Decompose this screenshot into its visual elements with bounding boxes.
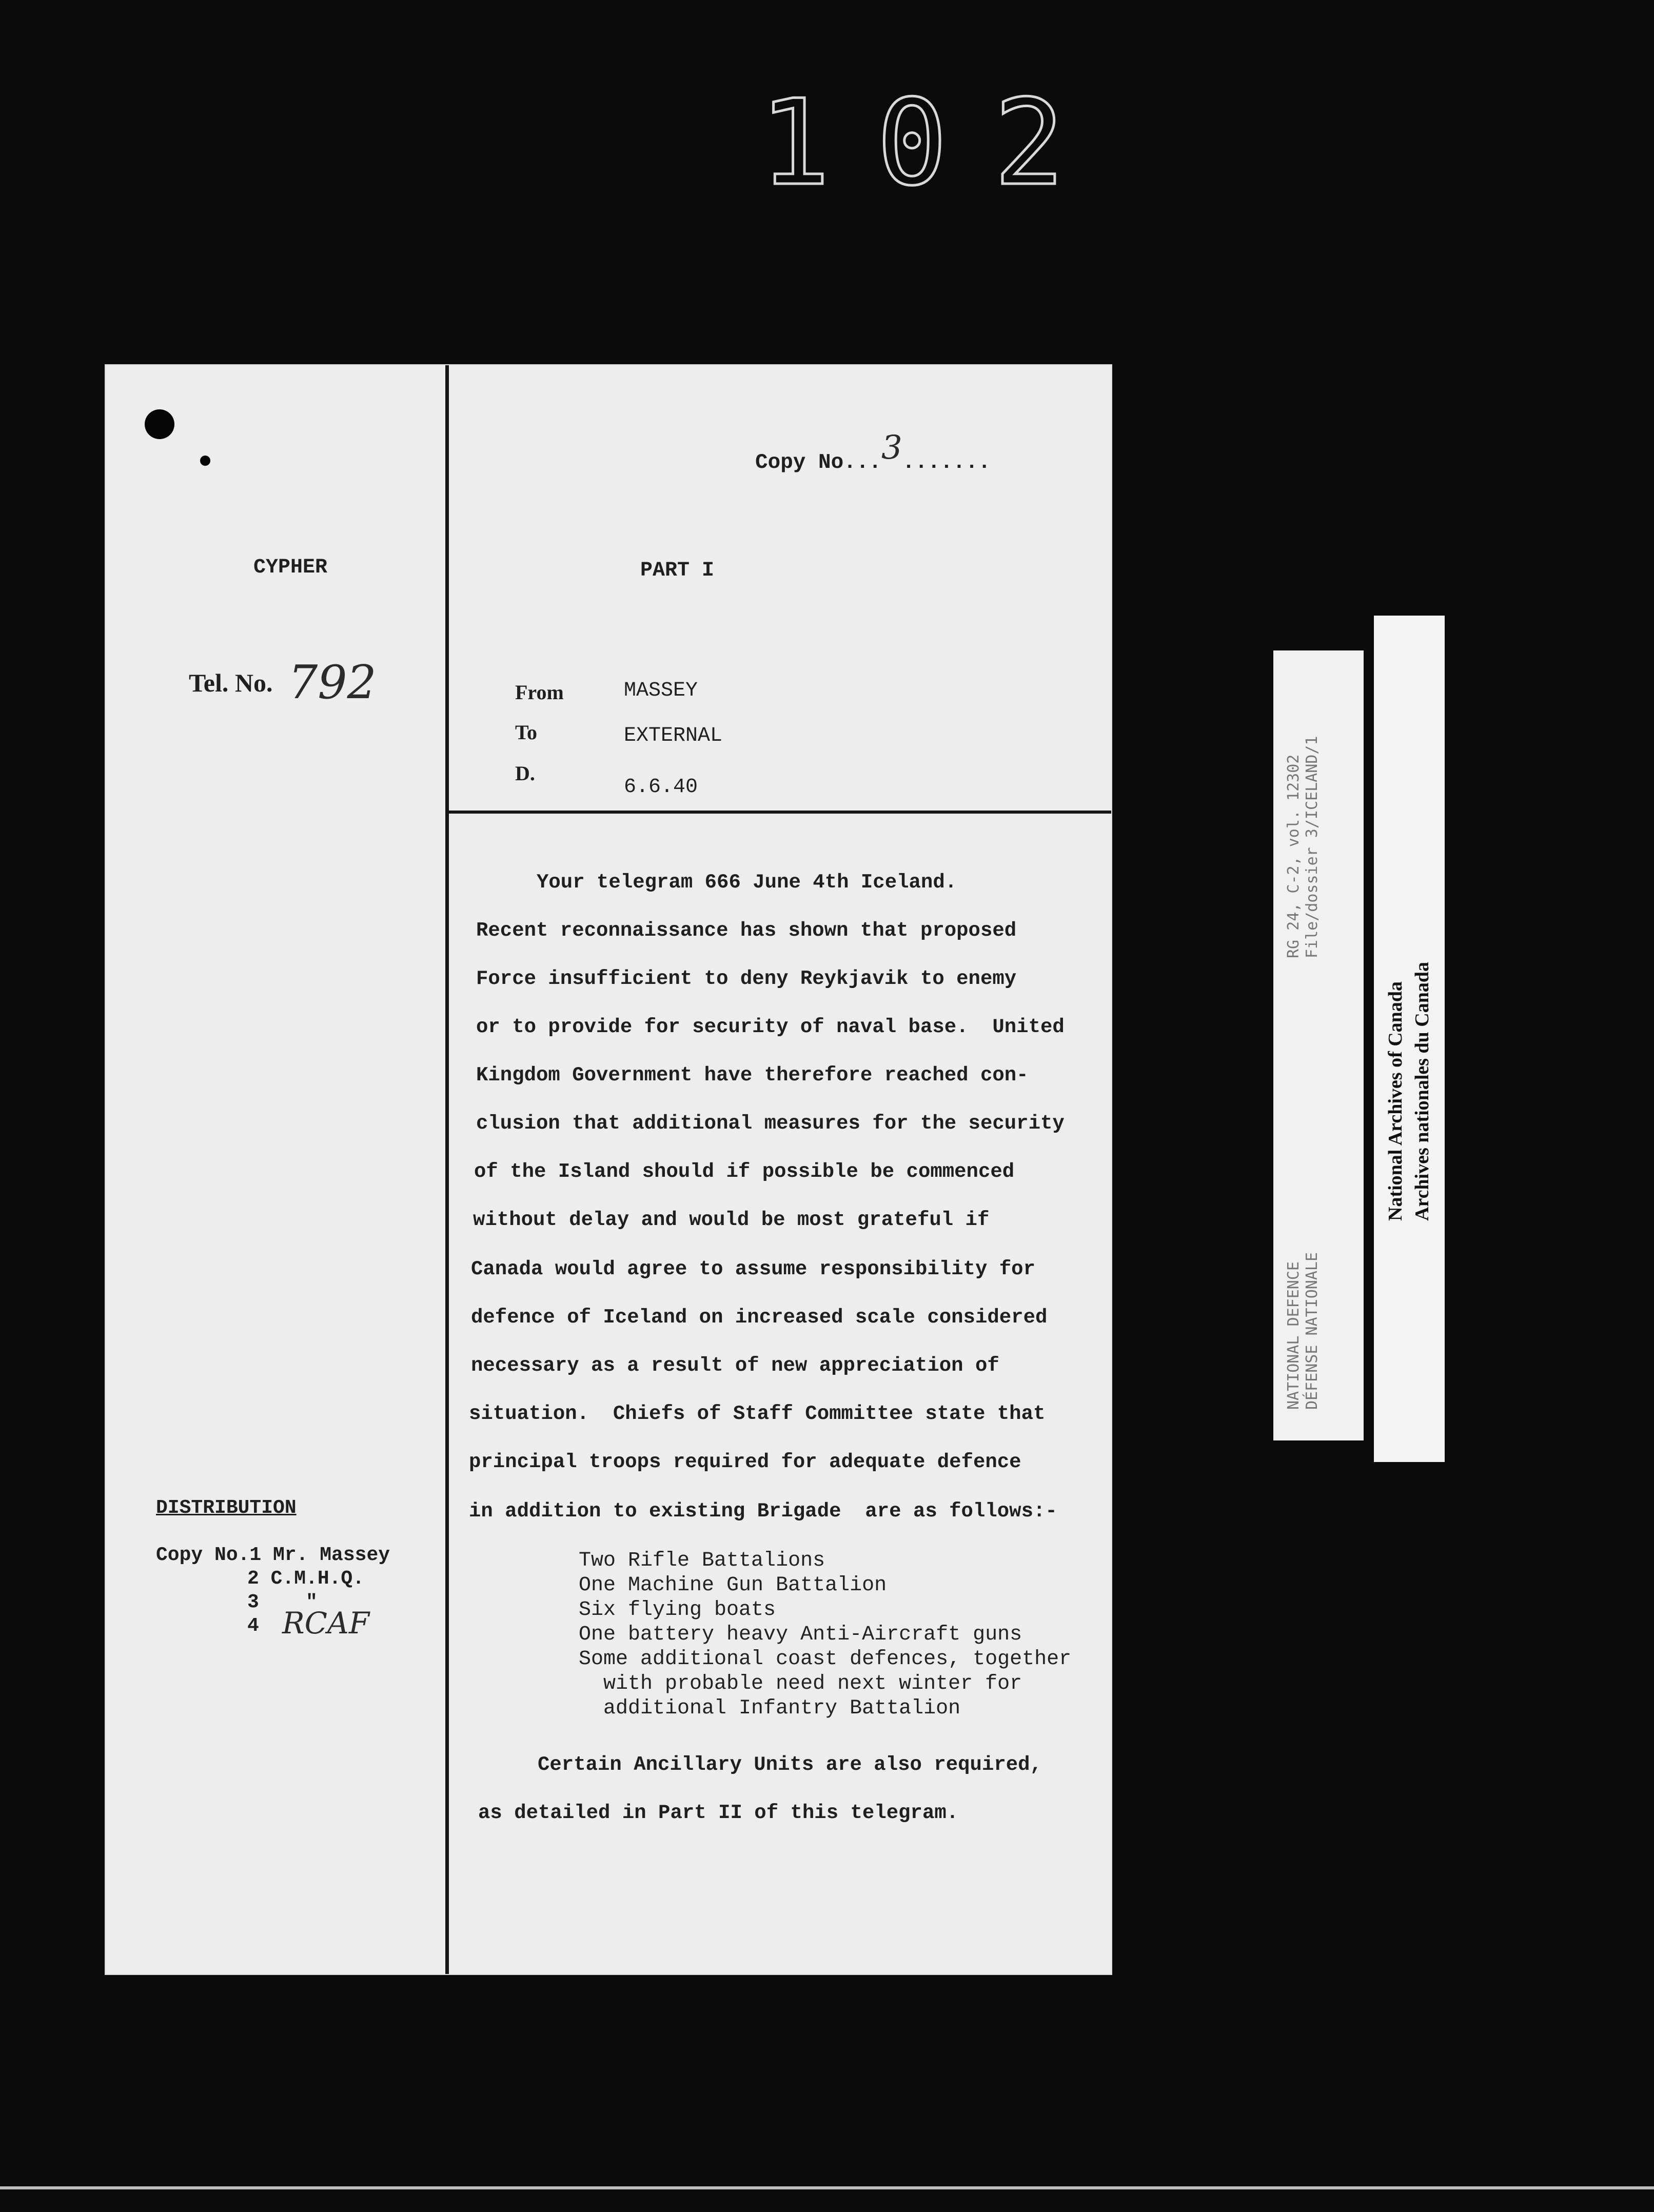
archives-text [1382, 962, 1435, 1221]
date-value: 6.6.40 [624, 776, 698, 799]
troop-item: additional Infantry Battalion [579, 1697, 961, 1720]
closing-line: Certain Ancillary Units are also required, [538, 1753, 1042, 1776]
distribution-line: Copy No.1 Mr. Massey [156, 1544, 390, 1566]
troop-item: Six flying boats [579, 1598, 776, 1622]
to-value: EXTERNAL [624, 724, 723, 747]
part-label: PART I [640, 559, 715, 582]
copy-number-label: Copy No...3....... [755, 429, 991, 475]
body-line: Your telegram 666 June 4th Iceland. [537, 871, 957, 894]
body-line: clusion that additional measures for the security [476, 1112, 1065, 1135]
copy-number-value: 3 [881, 429, 902, 467]
body-line: Force insufficient to deny Reykjavik to enemy [476, 967, 1017, 990]
cypher-label: CYPHER [253, 556, 328, 579]
body-line: or to provide for security of naval base. United [476, 1016, 1065, 1038]
troop-item: Some additional coast defences, together [579, 1648, 1072, 1671]
body-line: necessary as a result of new appreciation of [471, 1354, 999, 1377]
punch-hole-icon [200, 456, 210, 466]
from-value: MASSEY [624, 679, 698, 702]
troop-item: One Machine Gun Battalion [579, 1574, 887, 1597]
column-divider [445, 365, 449, 1974]
troop-item: One battery heavy Anti-Aircraft guns [579, 1623, 1022, 1646]
body-line: without delay and would be most grateful if [473, 1209, 990, 1231]
header-divider [449, 811, 1111, 814]
frame-number: 102 [759, 75, 1111, 212]
troop-item: with probable need next winter for [579, 1672, 1022, 1695]
film-edge-line [0, 2186, 1654, 2189]
reference-line: RG 24, C-2, vol. 12302 [1285, 754, 1303, 958]
archives-line: Archives nationales du Canada [1411, 961, 1433, 1221]
reference-text [1285, 736, 1322, 958]
distribution-line: 2 C.M.H.Q. [247, 1568, 365, 1590]
body-line: Canada would agree to assume responsibility for [471, 1258, 1035, 1280]
body-line: principal troops required for adequate defence [469, 1451, 1021, 1473]
defence-line: DÉFENSE NATIONALE [1303, 1252, 1321, 1410]
body-line: Recent reconnaissance has shown that proposed [476, 919, 1017, 942]
body-line: in addition to existing Brigade are as follows:- [469, 1500, 1057, 1523]
distribution-line: 4 [247, 1615, 259, 1637]
body-line: situation. Chiefs of Staff Committee state that [469, 1403, 1046, 1425]
distribution-handwritten: RCAF [282, 1606, 370, 1641]
date-label: D. [515, 762, 535, 785]
body-line: of the Island should if possible be commenced [474, 1160, 1015, 1183]
body-line: defence of Iceland on increased scale considered [471, 1306, 1048, 1329]
archives-line: National Archives of Canada [1385, 981, 1406, 1221]
troop-item: Two Rifle Battalions [579, 1549, 825, 1572]
distribution-title: DISTRIBUTION [156, 1497, 297, 1519]
tel-number-label: Tel. No. [189, 668, 273, 697]
distribution-line: 3 " [247, 1591, 318, 1613]
to-label: To [515, 721, 538, 744]
telegram-page [106, 365, 1111, 1974]
punch-hole-icon [145, 409, 174, 439]
from-label: From [515, 681, 564, 704]
body-line: Kingdom Government have therefore reached con- [476, 1064, 1029, 1087]
closing-line: as detailed in Part II of this telegram. [478, 1802, 959, 1824]
archive-reference-label [1273, 650, 1364, 1440]
defence-text [1285, 1252, 1322, 1410]
defence-line: NATIONAL DEFENCE [1285, 1261, 1303, 1410]
tel-number-value: 792 [288, 656, 377, 709]
reference-line: File/dossier 3/ICELAND/1 [1303, 736, 1321, 958]
archives-stamp [1374, 616, 1445, 1462]
